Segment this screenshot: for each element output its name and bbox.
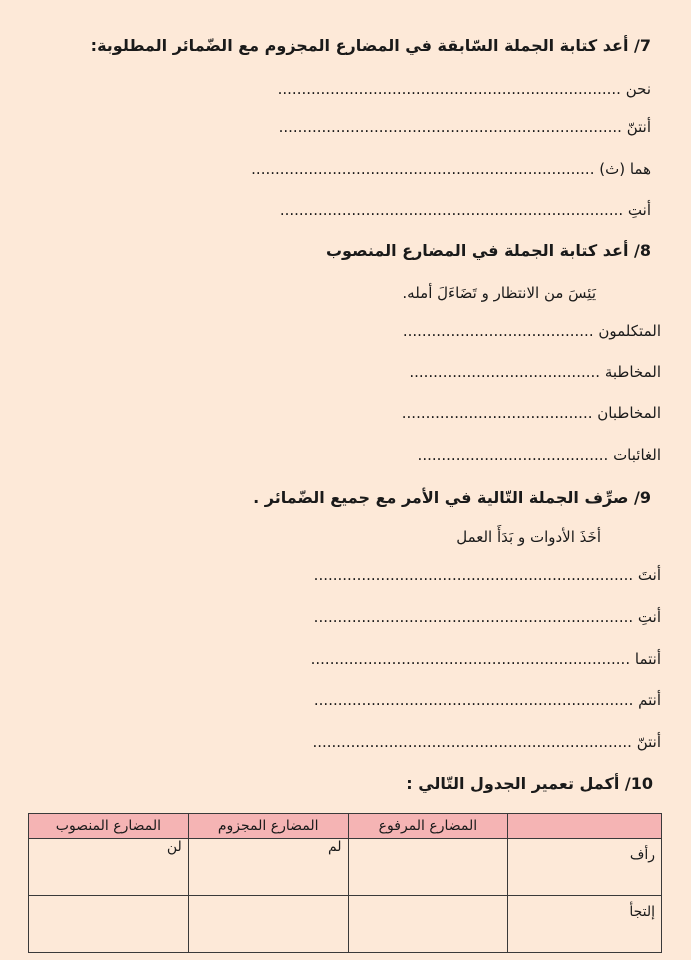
q7-row-label: هما (ث): [599, 160, 651, 178]
q9-row-5: [312, 733, 661, 751]
q8-answer-line[interactable]: ........................................: [401, 404, 593, 422]
q7-row-1: [121, 80, 651, 98]
q8-title: 8/ أعد كتابة الجملة في المضارع المنصوب: [325, 241, 651, 260]
table-cell-verb: إلتجأ: [508, 896, 662, 953]
table-cell[interactable]: [348, 896, 508, 953]
q8-row-label: المتكلمون: [598, 322, 661, 340]
q7-row-2: [121, 118, 651, 136]
q9-row-label: أنتَ: [637, 566, 661, 584]
table-row: [29, 839, 662, 896]
q7-row-label: أنتنّ: [626, 118, 651, 136]
q9-sentence: أخَذَ الأدوات و بَدَأَ العمل: [456, 528, 601, 546]
table-cell[interactable]: [348, 839, 508, 896]
q7-answer-line[interactable]: ........................................................................: [279, 201, 624, 219]
q9-answer-line[interactable]: ...................................................................: [312, 733, 632, 751]
q9-answer-line[interactable]: ...................................................................: [310, 650, 631, 668]
q8-row-4: [418, 446, 661, 464]
table-cell[interactable]: [29, 896, 189, 953]
q9-row-label: أنتما: [634, 650, 661, 668]
q9-row-label: أنتنّ: [636, 733, 661, 751]
q9-answer-line[interactable]: ...................................................................: [313, 691, 634, 709]
q7-row-4: [121, 201, 651, 219]
table-header: [508, 814, 662, 839]
table-cell[interactable]: [188, 896, 348, 953]
table-cell[interactable]: لم: [188, 839, 348, 896]
q9-answer-line[interactable]: ...................................................................: [313, 608, 634, 626]
q9-row-label: أنتم: [638, 691, 661, 709]
q8-answer-line[interactable]: ........................................: [402, 322, 594, 340]
q9-row-1: [314, 566, 661, 584]
q9-answer-line[interactable]: ...................................................................: [313, 566, 634, 584]
q8-sentence: يَئِسَ من الانتظار و تَضَاءَلَ أمله.: [402, 284, 596, 302]
q7-title: 7/ أعد كتابة الجملة السّابقة في المضارع المجزوم مع الضّمائر المطلوبة:: [90, 36, 651, 55]
table-header: المضارع المجزوم: [188, 814, 348, 839]
q9-row-3: [311, 650, 661, 668]
q10-title: 10/ أكمل تعمير الجدول التّالي :: [406, 774, 653, 793]
q7-answer-line[interactable]: ........................................................................: [277, 80, 621, 98]
table-cell-verb: رأف: [508, 839, 662, 896]
q8-answer-line[interactable]: ........................................: [409, 363, 601, 381]
table-header: المضارع المنصوب: [29, 814, 189, 839]
q9-row-2: [314, 608, 661, 626]
q8-row-3: [402, 404, 661, 422]
q9-row-4: [314, 691, 661, 709]
table-header: المضارع المرفوع: [348, 814, 508, 839]
q7-answer-line[interactable]: ........................................................................: [278, 118, 622, 136]
q7-row-3: [121, 160, 651, 178]
q8-row-label: المخاطبة: [604, 363, 661, 381]
q8-row-1: [403, 322, 661, 340]
q8-row-label: الغائبات: [613, 446, 661, 464]
q8-row-label: المخاطبان: [597, 404, 661, 422]
q9-row-label: أنتِ: [637, 608, 661, 626]
conjugation-table: [28, 813, 662, 953]
table-header-row: [29, 814, 662, 839]
q9-title: 9/ صرِّف الجملة التّالية في الأمر مع جميع الضّمائر .: [253, 488, 651, 507]
q8-row-2: [409, 363, 661, 381]
q7-answer-line[interactable]: ........................................................................: [251, 160, 595, 178]
q7-row-label: أنتِ: [627, 201, 651, 219]
table-row: [29, 896, 662, 953]
q8-answer-line[interactable]: ........................................: [417, 446, 609, 464]
q7-row-label: نحن: [625, 80, 651, 98]
table-cell[interactable]: لن: [29, 839, 189, 896]
